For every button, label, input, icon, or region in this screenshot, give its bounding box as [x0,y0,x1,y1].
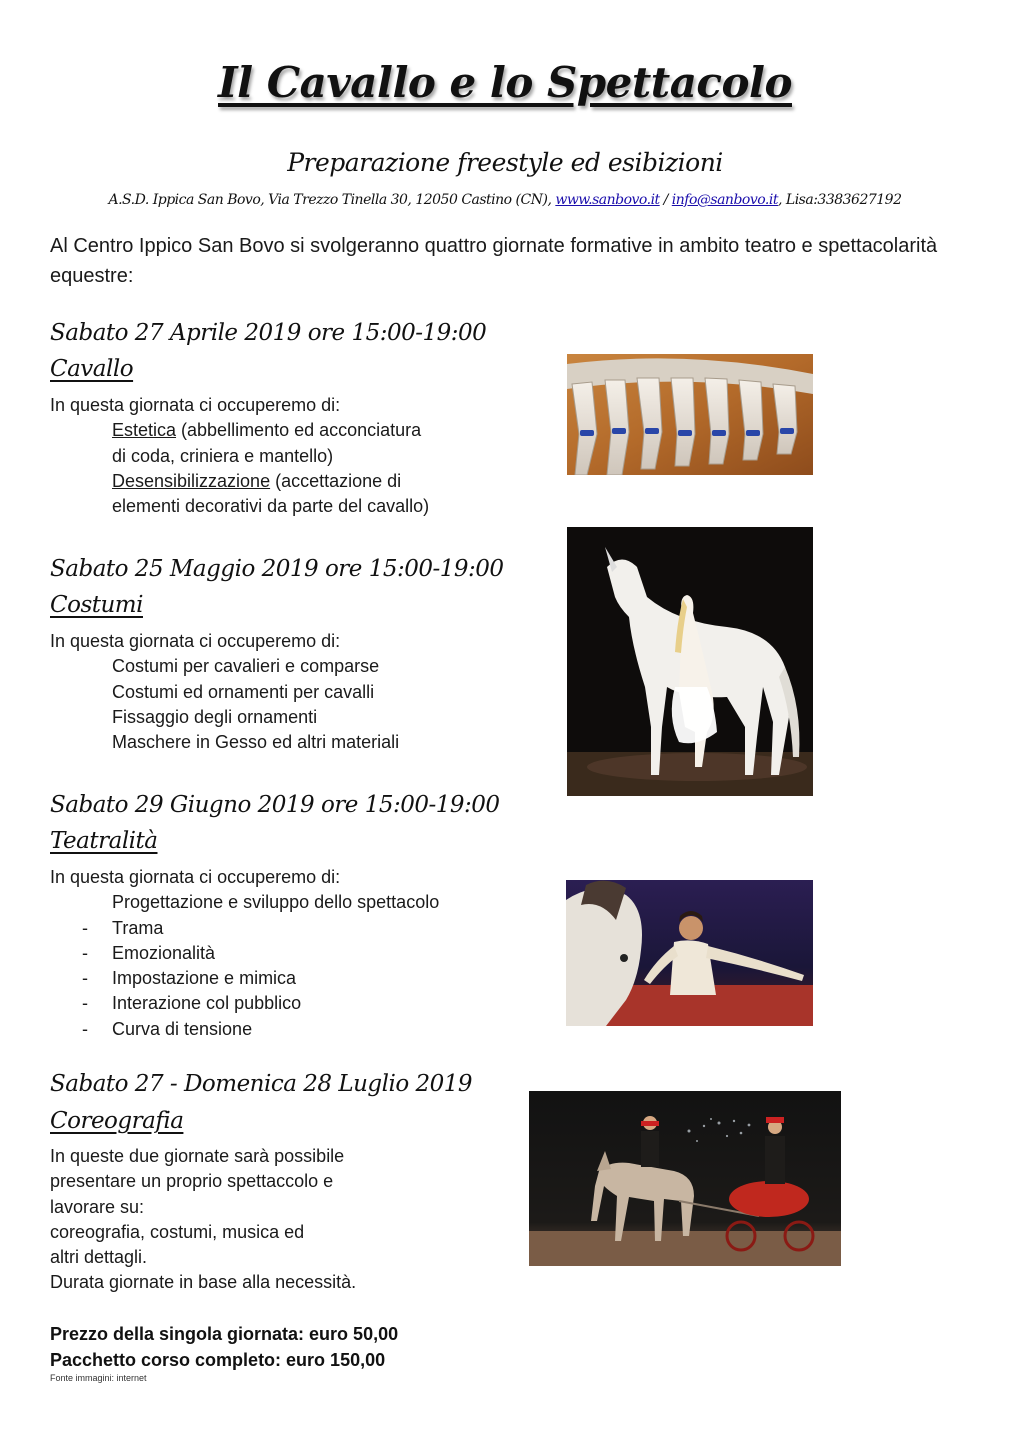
item-term: Estetica [112,420,177,441]
item-text: Emozionalità [112,942,216,963]
item-text: (accettazione di [270,470,402,491]
single-day-price: Prezzo della singola giornata: euro 50,00 [50,1324,399,1344]
list-item-cont: elementi decorativi da parte del cavallo) [112,496,430,517]
bullet: - [82,1018,88,1039]
stage-performer-horse-photo [566,880,813,1026]
list-item [50,469,429,494]
session-3-date: Sabato 29 Giugno 2019 ore 15:00-19:00 [50,792,500,818]
page-title: Il Cavallo e lo Spettacolo [218,58,792,107]
list-item: Progettazione e sviluppo dello spettacolo [112,892,440,913]
session-4-line: coreografia, costumi, musica ed [50,1221,305,1242]
session-4-line: In queste due giornate sarà possibile [50,1146,345,1166]
item-term: Desensibilizzazione [112,470,271,491]
list-item: Maschere in Gesso ed altri materiali [112,732,400,753]
list-item: Costumi per cavalieri e comparse [112,656,380,677]
contact-address: A.S.D. Ippica San Bovo, Via Trezzo Tinella 30, 12050 Castino (CN), [108,192,552,208]
bullet: - [82,942,88,963]
list-item [50,916,439,941]
bullet: - [82,917,88,938]
website-link[interactable]: www.sanbovo.it [555,192,660,208]
session-2-lead: In questa giornata ci occuperemo di: [50,631,341,651]
item-text: (abbellimento ed acconciatura [176,420,422,441]
session-1-date: Sabato 27 Aprile 2019 ore 15:00-19:00 [50,320,487,346]
contact-line [0,192,1010,208]
session-4-line: lavorare su: [50,1196,145,1217]
page-subtitle: Preparazione freestyle ed esibizioni [287,148,723,177]
session-3-lead: In questa giornata ci occuperemo di: [50,867,341,887]
contact-phone: , Lisa:3383627192 [778,192,902,208]
package-price: Pacchetto corso completo: euro 150,00 [50,1350,386,1370]
item-text: Trama [112,917,164,938]
list-item [50,991,439,1016]
list-item: Fissaggio degli ornamenti [112,706,318,727]
session-4-topic: Coreografia [50,1108,184,1134]
email-link[interactable]: info@sanbovo.it [671,192,778,208]
bullet: - [82,993,88,1014]
session-1-topic: Cavallo [50,356,134,382]
session-4-line: altri dettagli. [50,1247,148,1268]
session-4-line: Durata giornate in base alla necessità. [50,1272,357,1293]
white-horse-performer-photo [567,527,813,796]
session-1-lead: In questa giornata ci occuperemo di: [50,395,341,415]
session-3-topic: Teatralità [50,828,158,854]
contact-separator: / [663,192,668,208]
session-4-date: Sabato 27 - Domenica 28 Luglio 2019 [50,1071,473,1097]
bullet: - [82,968,88,989]
item-text: Curva di tensione [112,1018,253,1039]
item-text: Interazione col pubblico [112,993,302,1014]
list-item [50,418,429,443]
session-2-date: Sabato 25 Maggio 2019 ore 15:00-19:00 [50,556,504,582]
list-item [50,941,439,966]
item-text: Impostazione e mimica [112,968,297,989]
horse-fire-cart-photo [529,1091,841,1266]
session-2-topic: Costumi [50,592,143,618]
session-4-content [50,1144,356,1296]
list-item [50,966,439,991]
braided-mane-photo [567,354,813,475]
list-item [50,1017,439,1042]
session-3-content [50,865,439,1042]
prices-block [50,1321,398,1373]
session-1-content [50,393,429,519]
list-item: Costumi ed ornamenti per cavalli [112,681,375,702]
intro-paragraph: Al Centro Ippico San Bovo si svolgeranno quattro giornate formative in ambito teatro e spettacolarità equestre: [50,235,938,287]
list-item-cont: di coda, criniera e mantello) [112,445,334,466]
image-source-note: Fonte immagini: internet [50,1373,147,1383]
session-2-content [50,629,399,755]
session-4-line: presentare un proprio spettaccolo e [50,1171,334,1192]
